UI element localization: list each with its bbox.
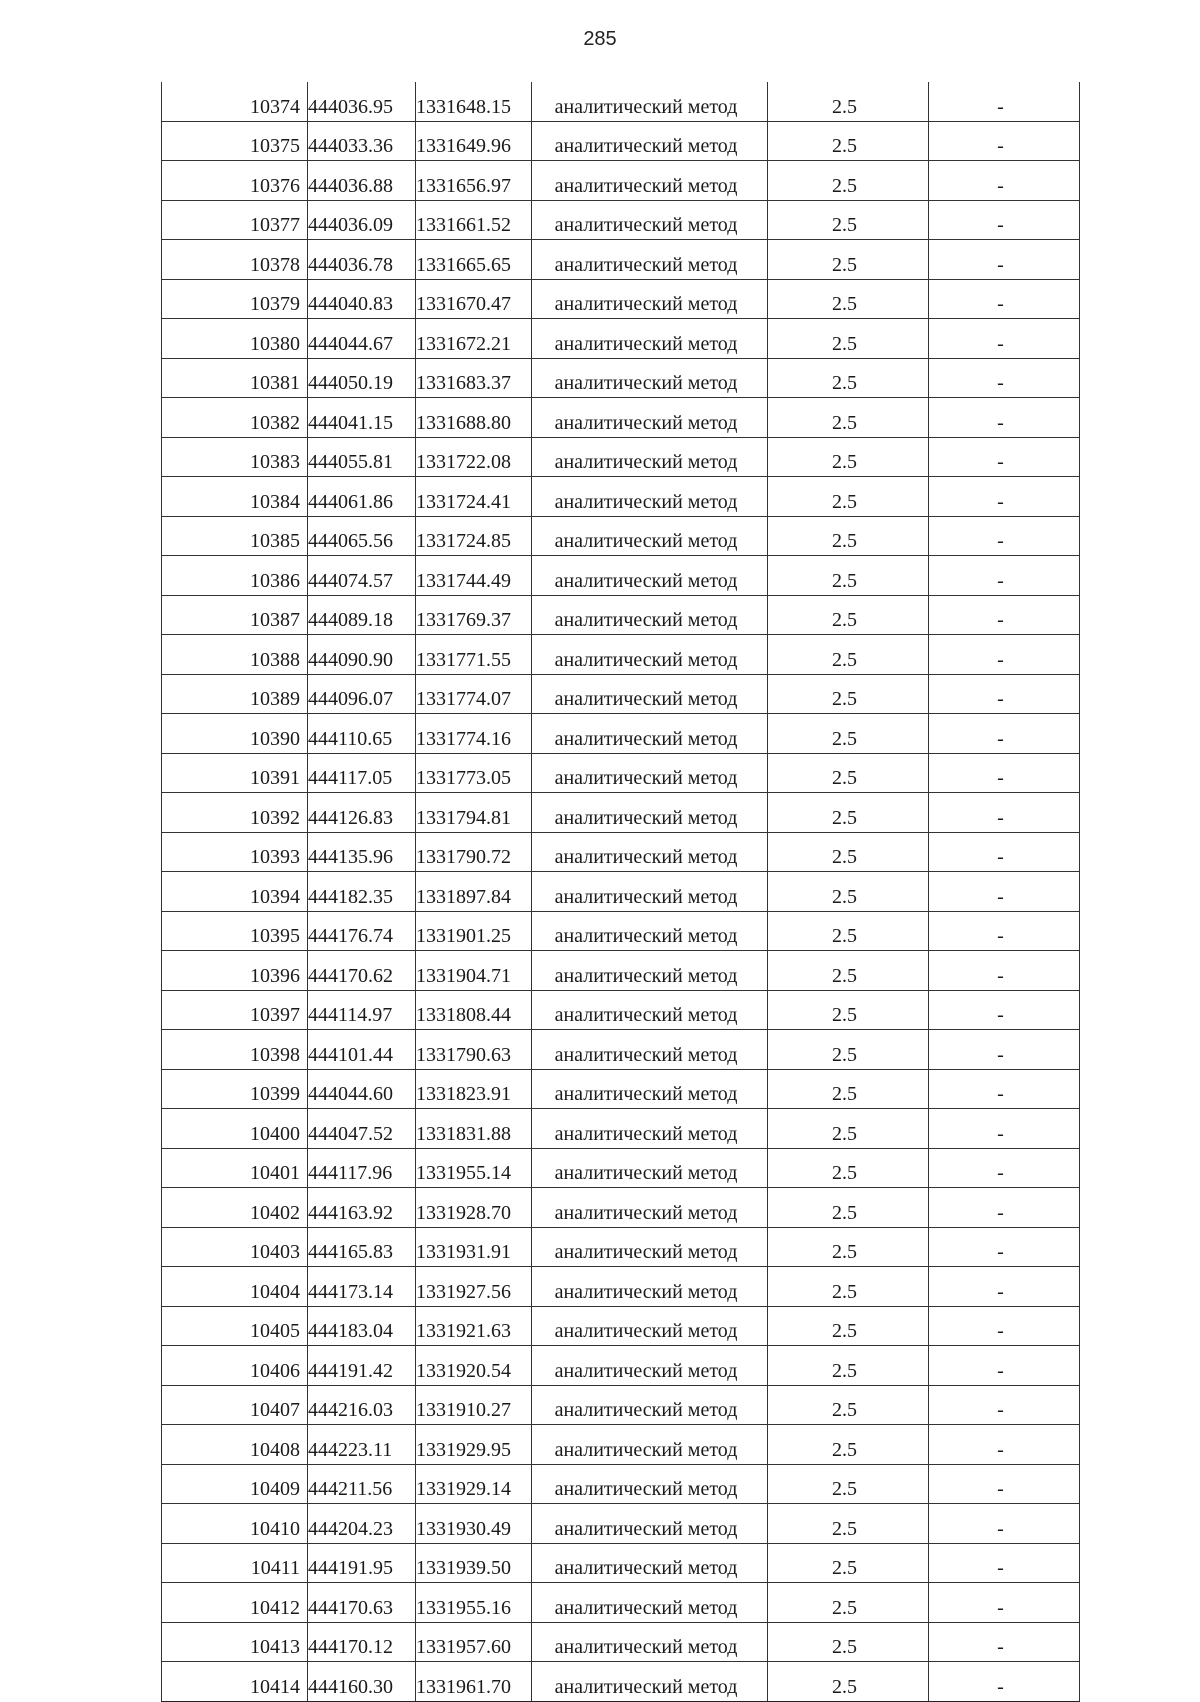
x-coordinate-cell: 444183.04: [308, 1306, 416, 1346]
note-cell: -: [929, 1267, 1080, 1307]
y-coordinate-cell: 1331688.80: [416, 398, 532, 438]
method-cell: аналитический метод: [532, 1227, 768, 1267]
point-number-cell: 10391: [162, 753, 308, 793]
note-cell: -: [929, 1543, 1080, 1583]
note-cell: -: [929, 832, 1080, 872]
method-cell: аналитический метод: [532, 1148, 768, 1188]
y-coordinate-cell: 1331790.63: [416, 1030, 532, 1070]
table-row: [162, 1464, 1080, 1504]
y-coordinate-cell: 1331897.84: [416, 872, 532, 912]
method-cell: аналитический метод: [532, 674, 768, 714]
x-coordinate-cell: 444110.65: [308, 714, 416, 754]
x-coordinate-cell: 444061.86: [308, 477, 416, 517]
method-cell: аналитический метод: [532, 1425, 768, 1465]
note-cell: -: [929, 437, 1080, 477]
accuracy-cell: 2.5: [768, 793, 929, 833]
x-coordinate-cell: 444074.57: [308, 556, 416, 596]
y-coordinate-cell: 1331774.07: [416, 674, 532, 714]
table-row: [162, 319, 1080, 359]
method-cell: аналитический метод: [532, 1504, 768, 1544]
note-cell: -: [929, 161, 1080, 201]
y-coordinate-cell: 1331957.60: [416, 1622, 532, 1662]
point-number-cell: 10393: [162, 832, 308, 872]
accuracy-cell: 2.5: [768, 1069, 929, 1109]
y-coordinate-cell: 1331648.15: [416, 82, 532, 121]
method-cell: аналитический метод: [532, 279, 768, 319]
x-coordinate-cell: 444170.62: [308, 951, 416, 991]
x-coordinate-cell: 444047.52: [308, 1109, 416, 1149]
y-coordinate-cell: 1331649.96: [416, 121, 532, 161]
point-number-cell: 10378: [162, 240, 308, 280]
y-coordinate-cell: 1331961.70: [416, 1662, 532, 1702]
y-coordinate-cell: 1331929.95: [416, 1425, 532, 1465]
y-coordinate-cell: 1331665.65: [416, 240, 532, 280]
method-cell: аналитический метод: [532, 951, 768, 991]
x-coordinate-cell: 444041.15: [308, 398, 416, 438]
point-number-cell: 10403: [162, 1227, 308, 1267]
x-coordinate-cell: 444050.19: [308, 358, 416, 398]
accuracy-cell: 2.5: [768, 200, 929, 240]
accuracy-cell: 2.5: [768, 358, 929, 398]
note-cell: -: [929, 1346, 1080, 1386]
y-coordinate-cell: 1331774.16: [416, 714, 532, 754]
method-cell: аналитический метод: [532, 1622, 768, 1662]
x-coordinate-cell: 444223.11: [308, 1425, 416, 1465]
point-number-cell: 10411: [162, 1543, 308, 1583]
table-row: [162, 240, 1080, 280]
method-cell: аналитический метод: [532, 1188, 768, 1228]
table-row: [162, 595, 1080, 635]
y-coordinate-cell: 1331672.21: [416, 319, 532, 359]
note-cell: -: [929, 595, 1080, 635]
point-number-cell: 10379: [162, 279, 308, 319]
note-cell: -: [929, 1425, 1080, 1465]
method-cell: аналитический метод: [532, 161, 768, 201]
x-coordinate-cell: 444040.83: [308, 279, 416, 319]
x-coordinate-cell: 444089.18: [308, 595, 416, 635]
x-coordinate-cell: 444170.12: [308, 1622, 416, 1662]
x-coordinate-cell: 444176.74: [308, 911, 416, 951]
x-coordinate-cell: 444036.88: [308, 161, 416, 201]
x-coordinate-cell: 444191.42: [308, 1346, 416, 1386]
x-coordinate-cell: 444114.97: [308, 990, 416, 1030]
point-number-cell: 10413: [162, 1622, 308, 1662]
table-row: [162, 753, 1080, 793]
point-number-cell: 10390: [162, 714, 308, 754]
point-number-cell: 10381: [162, 358, 308, 398]
table-row: [162, 951, 1080, 991]
point-number-cell: 10405: [162, 1306, 308, 1346]
x-coordinate-cell: 444170.63: [308, 1583, 416, 1623]
point-number-cell: 10402: [162, 1188, 308, 1228]
method-cell: аналитический метод: [532, 911, 768, 951]
method-cell: аналитический метод: [532, 872, 768, 912]
table-row: [162, 1267, 1080, 1307]
accuracy-cell: 2.5: [768, 1188, 929, 1228]
point-number-cell: 10408: [162, 1425, 308, 1465]
accuracy-cell: 2.5: [768, 832, 929, 872]
page-number: 285: [583, 28, 617, 50]
table-row: [162, 1148, 1080, 1188]
note-cell: -: [929, 200, 1080, 240]
method-cell: аналитический метод: [532, 121, 768, 161]
accuracy-cell: 2.5: [768, 1267, 929, 1307]
note-cell: -: [929, 1464, 1080, 1504]
accuracy-cell: 2.5: [768, 1306, 929, 1346]
accuracy-cell: 2.5: [768, 1227, 929, 1267]
x-coordinate-cell: 444117.05: [308, 753, 416, 793]
method-cell: аналитический метод: [532, 358, 768, 398]
note-cell: -: [929, 1188, 1080, 1228]
accuracy-cell: 2.5: [768, 1464, 929, 1504]
accuracy-cell: 2.5: [768, 1030, 929, 1070]
y-coordinate-cell: 1331722.08: [416, 437, 532, 477]
point-number-cell: 10384: [162, 477, 308, 517]
method-cell: аналитический метод: [532, 556, 768, 596]
point-number-cell: 10400: [162, 1109, 308, 1149]
x-coordinate-cell: 444126.83: [308, 793, 416, 833]
point-number-cell: 10388: [162, 635, 308, 675]
x-coordinate-cell: 444135.96: [308, 832, 416, 872]
table-row: [162, 1306, 1080, 1346]
method-cell: аналитический метод: [532, 437, 768, 477]
x-coordinate-cell: 444101.44: [308, 1030, 416, 1070]
table-row: [162, 1109, 1080, 1149]
accuracy-cell: 2.5: [768, 516, 929, 556]
table-row: [162, 1069, 1080, 1109]
point-number-cell: 10387: [162, 595, 308, 635]
accuracy-cell: 2.5: [768, 1543, 929, 1583]
accuracy-cell: 2.5: [768, 240, 929, 280]
note-cell: -: [929, 911, 1080, 951]
note-cell: -: [929, 1148, 1080, 1188]
y-coordinate-cell: 1331808.44: [416, 990, 532, 1030]
y-coordinate-cell: 1331928.70: [416, 1188, 532, 1228]
y-coordinate-cell: 1331931.91: [416, 1227, 532, 1267]
y-coordinate-cell: 1331744.49: [416, 556, 532, 596]
table-row: [162, 1583, 1080, 1623]
method-cell: аналитический метод: [532, 1464, 768, 1504]
note-cell: -: [929, 1583, 1080, 1623]
method-cell: аналитический метод: [532, 1662, 768, 1702]
note-cell: -: [929, 635, 1080, 675]
y-coordinate-cell: 1331661.52: [416, 200, 532, 240]
table-row: [162, 1030, 1080, 1070]
x-coordinate-cell: 444090.90: [308, 635, 416, 675]
accuracy-cell: 2.5: [768, 1504, 929, 1544]
note-cell: -: [929, 1030, 1080, 1070]
method-cell: аналитический метод: [532, 595, 768, 635]
accuracy-cell: 2.5: [768, 674, 929, 714]
accuracy-cell: 2.5: [768, 753, 929, 793]
x-coordinate-cell: 444065.56: [308, 516, 416, 556]
accuracy-cell: 2.5: [768, 1622, 929, 1662]
x-coordinate-cell: 444216.03: [308, 1385, 416, 1425]
table-row: [162, 1504, 1080, 1544]
y-coordinate-cell: 1331670.47: [416, 279, 532, 319]
point-number-cell: 10394: [162, 872, 308, 912]
table-row: [162, 1385, 1080, 1425]
point-number-cell: 10374: [162, 82, 308, 121]
y-coordinate-cell: 1331955.16: [416, 1583, 532, 1623]
point-number-cell: 10398: [162, 1030, 308, 1070]
accuracy-cell: 2.5: [768, 1425, 929, 1465]
point-number-cell: 10386: [162, 556, 308, 596]
x-coordinate-cell: 444211.56: [308, 1464, 416, 1504]
note-cell: -: [929, 556, 1080, 596]
table-row: [162, 674, 1080, 714]
accuracy-cell: 2.5: [768, 1346, 929, 1386]
method-cell: аналитический метод: [532, 1109, 768, 1149]
table-row: [162, 200, 1080, 240]
table-row: [162, 437, 1080, 477]
method-cell: аналитический метод: [532, 832, 768, 872]
y-coordinate-cell: 1331794.81: [416, 793, 532, 833]
accuracy-cell: 2.5: [768, 635, 929, 675]
x-coordinate-cell: 444117.96: [308, 1148, 416, 1188]
accuracy-cell: 2.5: [768, 911, 929, 951]
y-coordinate-cell: 1331920.54: [416, 1346, 532, 1386]
note-cell: -: [929, 793, 1080, 833]
note-cell: -: [929, 872, 1080, 912]
y-coordinate-cell: 1331831.88: [416, 1109, 532, 1149]
note-cell: -: [929, 1227, 1080, 1267]
accuracy-cell: 2.5: [768, 1109, 929, 1149]
x-coordinate-cell: 444173.14: [308, 1267, 416, 1307]
x-coordinate-cell: 444033.36: [308, 121, 416, 161]
point-number-cell: 10380: [162, 319, 308, 359]
y-coordinate-cell: 1331929.14: [416, 1464, 532, 1504]
coordinates-table: [161, 82, 1080, 1702]
accuracy-cell: 2.5: [768, 477, 929, 517]
x-coordinate-cell: 444096.07: [308, 674, 416, 714]
note-cell: -: [929, 1504, 1080, 1544]
note-cell: -: [929, 240, 1080, 280]
y-coordinate-cell: 1331904.71: [416, 951, 532, 991]
accuracy-cell: 2.5: [768, 161, 929, 201]
point-number-cell: 10404: [162, 1267, 308, 1307]
note-cell: -: [929, 1109, 1080, 1149]
x-coordinate-cell: 444182.35: [308, 872, 416, 912]
method-cell: аналитический метод: [532, 477, 768, 517]
method-cell: аналитический метод: [532, 753, 768, 793]
note-cell: -: [929, 951, 1080, 991]
note-cell: -: [929, 477, 1080, 517]
y-coordinate-cell: 1331724.85: [416, 516, 532, 556]
table-row: [162, 714, 1080, 754]
y-coordinate-cell: 1331771.55: [416, 635, 532, 675]
method-cell: аналитический метод: [532, 1267, 768, 1307]
x-coordinate-cell: 444044.60: [308, 1069, 416, 1109]
point-number-cell: 10396: [162, 951, 308, 991]
y-coordinate-cell: 1331921.63: [416, 1306, 532, 1346]
method-cell: аналитический метод: [532, 82, 768, 121]
point-number-cell: 10406: [162, 1346, 308, 1386]
table-row: [162, 1543, 1080, 1583]
method-cell: аналитический метод: [532, 714, 768, 754]
y-coordinate-cell: 1331769.37: [416, 595, 532, 635]
table-row: [162, 990, 1080, 1030]
table-row: [162, 1425, 1080, 1465]
method-cell: аналитический метод: [532, 793, 768, 833]
x-coordinate-cell: 444191.95: [308, 1543, 416, 1583]
table-row: [162, 516, 1080, 556]
point-number-cell: 10395: [162, 911, 308, 951]
table-row: [162, 477, 1080, 517]
point-number-cell: 10414: [162, 1662, 308, 1702]
y-coordinate-cell: 1331724.41: [416, 477, 532, 517]
x-coordinate-cell: 444165.83: [308, 1227, 416, 1267]
method-cell: аналитический метод: [532, 1385, 768, 1425]
point-number-cell: 10410: [162, 1504, 308, 1544]
table-row: [162, 121, 1080, 161]
x-coordinate-cell: 444163.92: [308, 1188, 416, 1228]
note-cell: -: [929, 516, 1080, 556]
point-number-cell: 10401: [162, 1148, 308, 1188]
point-number-cell: 10397: [162, 990, 308, 1030]
note-cell: -: [929, 674, 1080, 714]
method-cell: аналитический метод: [532, 516, 768, 556]
method-cell: аналитический метод: [532, 398, 768, 438]
note-cell: -: [929, 398, 1080, 438]
method-cell: аналитический метод: [532, 1346, 768, 1386]
table-row: [162, 161, 1080, 201]
table-row: [162, 635, 1080, 675]
note-cell: -: [929, 990, 1080, 1030]
y-coordinate-cell: 1331930.49: [416, 1504, 532, 1544]
y-coordinate-cell: 1331773.05: [416, 753, 532, 793]
x-coordinate-cell: 444204.23: [308, 1504, 416, 1544]
accuracy-cell: 2.5: [768, 437, 929, 477]
point-number-cell: 10385: [162, 516, 308, 556]
point-number-cell: 10409: [162, 1464, 308, 1504]
table-row: [162, 1622, 1080, 1662]
x-coordinate-cell: 444036.78: [308, 240, 416, 280]
accuracy-cell: 2.5: [768, 1148, 929, 1188]
method-cell: аналитический метод: [532, 1583, 768, 1623]
note-cell: -: [929, 319, 1080, 359]
method-cell: аналитический метод: [532, 200, 768, 240]
accuracy-cell: 2.5: [768, 121, 929, 161]
method-cell: аналитический метод: [532, 1306, 768, 1346]
method-cell: аналитический метод: [532, 240, 768, 280]
accuracy-cell: 2.5: [768, 279, 929, 319]
x-coordinate-cell: 444055.81: [308, 437, 416, 477]
table-row: [162, 82, 1080, 121]
accuracy-cell: 2.5: [768, 990, 929, 1030]
note-cell: -: [929, 714, 1080, 754]
y-coordinate-cell: 1331939.50: [416, 1543, 532, 1583]
note-cell: -: [929, 753, 1080, 793]
note-cell: -: [929, 121, 1080, 161]
note-cell: -: [929, 1622, 1080, 1662]
point-number-cell: 10377: [162, 200, 308, 240]
y-coordinate-cell: 1331790.72: [416, 832, 532, 872]
table-row: [162, 1227, 1080, 1267]
y-coordinate-cell: 1331927.56: [416, 1267, 532, 1307]
accuracy-cell: 2.5: [768, 951, 929, 991]
note-cell: -: [929, 279, 1080, 319]
point-number-cell: 10382: [162, 398, 308, 438]
coordinates-table-body: [162, 82, 1080, 1701]
table-row: [162, 358, 1080, 398]
y-coordinate-cell: 1331683.37: [416, 358, 532, 398]
note-cell: -: [929, 1069, 1080, 1109]
accuracy-cell: 2.5: [768, 714, 929, 754]
point-number-cell: 10412: [162, 1583, 308, 1623]
point-number-cell: 10392: [162, 793, 308, 833]
table-row: [162, 1188, 1080, 1228]
method-cell: аналитический метод: [532, 1543, 768, 1583]
accuracy-cell: 2.5: [768, 1583, 929, 1623]
point-number-cell: 10383: [162, 437, 308, 477]
y-coordinate-cell: 1331901.25: [416, 911, 532, 951]
point-number-cell: 10389: [162, 674, 308, 714]
note-cell: -: [929, 82, 1080, 121]
method-cell: аналитический метод: [532, 635, 768, 675]
note-cell: -: [929, 358, 1080, 398]
table-row: [162, 911, 1080, 951]
accuracy-cell: 2.5: [768, 398, 929, 438]
y-coordinate-cell: 1331823.91: [416, 1069, 532, 1109]
point-number-cell: 10399: [162, 1069, 308, 1109]
table-row: [162, 1662, 1080, 1702]
accuracy-cell: 2.5: [768, 872, 929, 912]
table-row: [162, 398, 1080, 438]
accuracy-cell: 2.5: [768, 319, 929, 359]
table-row: [162, 793, 1080, 833]
x-coordinate-cell: 444044.67: [308, 319, 416, 359]
method-cell: аналитический метод: [532, 1030, 768, 1070]
table-row: [162, 556, 1080, 596]
table-row: [162, 872, 1080, 912]
accuracy-cell: 2.5: [768, 595, 929, 635]
table-row: [162, 1346, 1080, 1386]
accuracy-cell: 2.5: [768, 1385, 929, 1425]
accuracy-cell: 2.5: [768, 556, 929, 596]
table-row: [162, 279, 1080, 319]
table-row: [162, 832, 1080, 872]
method-cell: аналитический метод: [532, 1069, 768, 1109]
note-cell: -: [929, 1306, 1080, 1346]
y-coordinate-cell: 1331656.97: [416, 161, 532, 201]
note-cell: -: [929, 1662, 1080, 1702]
point-number-cell: 10376: [162, 161, 308, 201]
x-coordinate-cell: 444036.95: [308, 82, 416, 121]
y-coordinate-cell: 1331910.27: [416, 1385, 532, 1425]
x-coordinate-cell: 444036.09: [308, 200, 416, 240]
point-number-cell: 10375: [162, 121, 308, 161]
x-coordinate-cell: 444160.30: [308, 1662, 416, 1702]
accuracy-cell: 2.5: [768, 1662, 929, 1702]
method-cell: аналитический метод: [532, 990, 768, 1030]
accuracy-cell: 2.5: [768, 82, 929, 121]
y-coordinate-cell: 1331955.14: [416, 1148, 532, 1188]
method-cell: аналитический метод: [532, 319, 768, 359]
point-number-cell: 10407: [162, 1385, 308, 1425]
note-cell: -: [929, 1385, 1080, 1425]
